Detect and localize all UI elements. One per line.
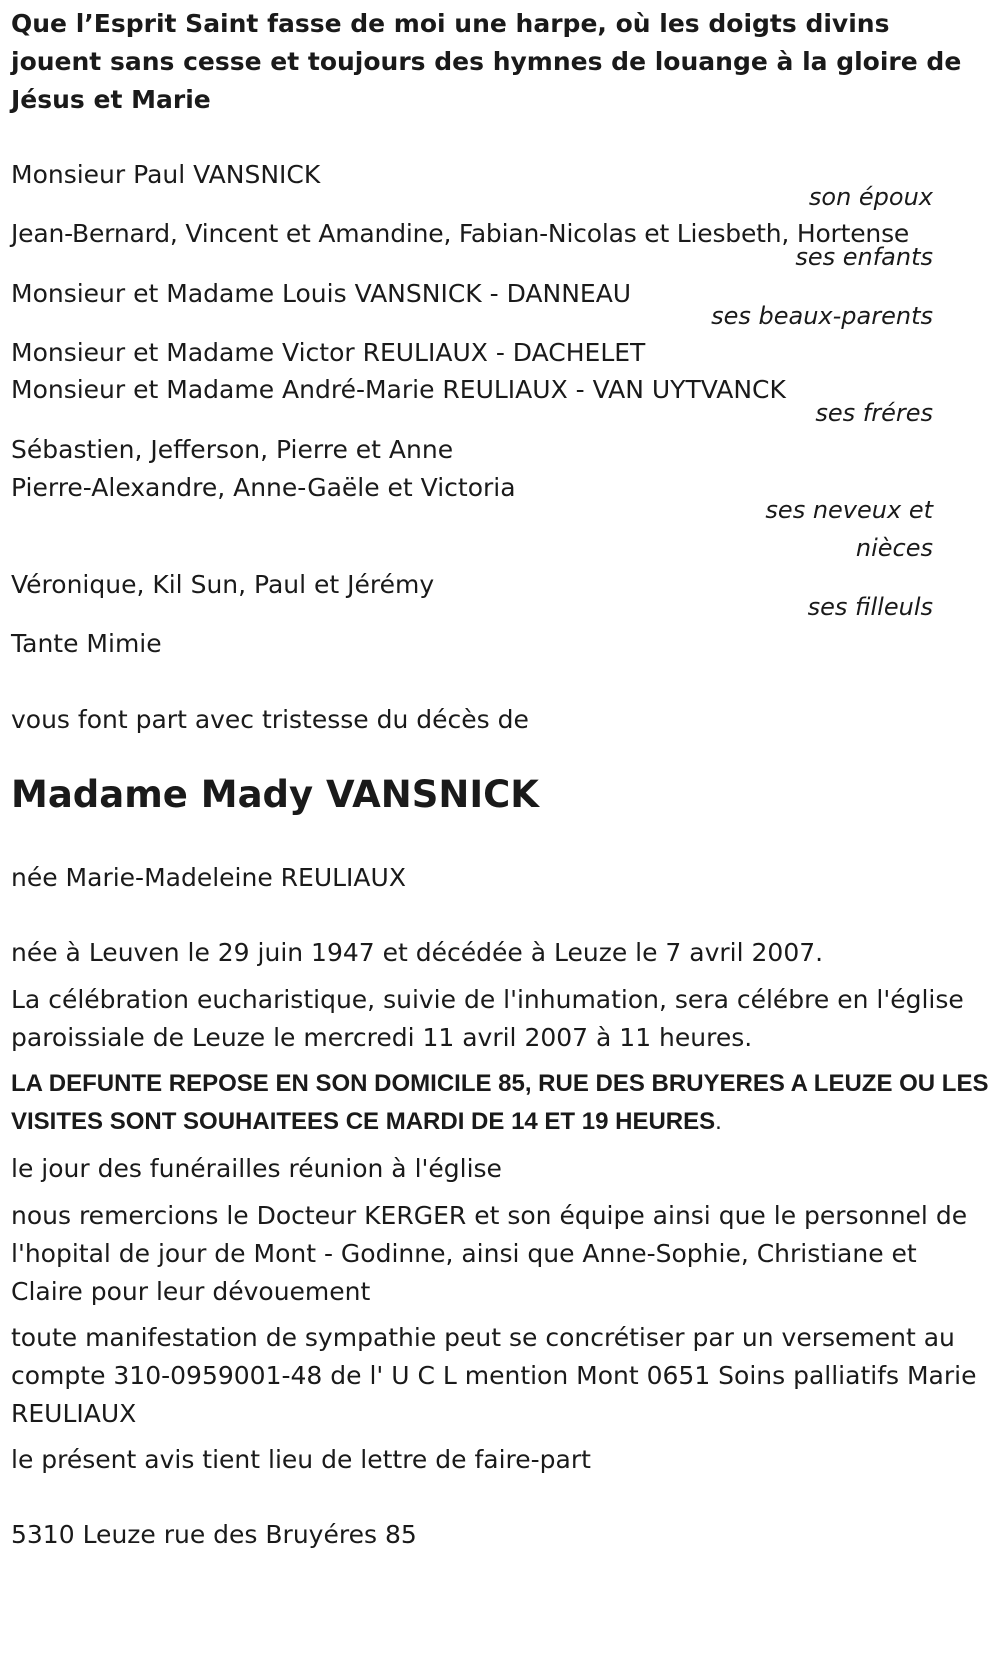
nephews-role-line-1: ses neveux et bbox=[765, 496, 933, 524]
opening-quote: Que l’Esprit Saint fasse de moi une harpe, où les doigts divins jouent sans cesse et toujours des hymnes de louange à la gloire de Jésus et Marie bbox=[11, 9, 962, 114]
birth-death-dates: née à Leuven le 29 juin 1947 et décédée à Leuze le 7 avril 2007. bbox=[11, 938, 824, 967]
visit-notice-text: LA DEFUNTE REPOSE EN SON DOMICILE 85, RUE DES BRUYERES A LEUZE OU LES VISITES SONT SOUHAITEES CE MARDI DE 14 ET 19 HEURES bbox=[11, 1070, 989, 1135]
nephews-line-1: Sébastien, Jefferson, Pierre et Anne bbox=[11, 435, 454, 464]
nephews-line-2: Pierre-Alexandre, Anne-Gaële et Victoria bbox=[11, 473, 516, 502]
notice-text: le présent avis tient lieu de lettre de faire-part bbox=[11, 1445, 591, 1474]
visit-notice-period: . bbox=[715, 1108, 722, 1135]
parents-in-law-role: ses beaux-parents bbox=[711, 302, 933, 330]
announcement-text: vous font part avec tristesse du décès de bbox=[11, 705, 529, 734]
parents-in-law-names: Monsieur et Madame Louis VANSNICK - DANNEAU bbox=[11, 279, 632, 308]
address-text: 5310 Leuze rue des Bruyéres 85 bbox=[11, 1520, 417, 1549]
spouse-role: son époux bbox=[808, 183, 933, 211]
godchildren-names: Véronique, Kil Sun, Paul et Jérémy bbox=[11, 570, 435, 599]
thanks-text: nous remercions le Docteur KERGER et son équipe ainsi que le personnel de l'hopital de jour de Mont - Godinne, ainsi que Anne-Sophie, Christiane et Claire pour leur dévouement bbox=[11, 1201, 968, 1306]
children-names: Jean-Bernard, Vincent et Amandine, Fabian-Nicolas et Liesbeth, Hortense bbox=[11, 219, 910, 248]
visit-notice bbox=[11, 1065, 996, 1141]
deceased-name: Madame Mady VANSNICK bbox=[11, 773, 539, 816]
spouse-name: Monsieur Paul VANSNICK bbox=[11, 160, 321, 189]
aunt-name: Tante Mimie bbox=[11, 629, 162, 658]
brother-1-names: Monsieur et Madame Victor REULIAUX - DACHELET bbox=[11, 338, 646, 367]
sympathy-text: toute manifestation de sympathie peut se concrétiser par un versement au compte 310-0959001-48 de l' U C L mention Mont 0651 Soins palliatifs Marie REULIAUX bbox=[11, 1323, 977, 1428]
brothers-role: ses fréres bbox=[815, 399, 933, 427]
godchildren-role: ses filleuls bbox=[807, 593, 933, 621]
ceremony-text: La célébration eucharistique, suivie de l'inhumation, sera célébre en l'église paroissiale de Leuze le mercredi 11 avril 2007 à 11 heures. bbox=[11, 985, 964, 1052]
brother-2-names: Monsieur et Madame André-Marie REULIAUX - VAN UYTVANCK bbox=[11, 375, 786, 404]
children-role: ses enfants bbox=[795, 243, 933, 271]
meeting-text: le jour des funérailles réunion à l'église bbox=[11, 1154, 502, 1183]
birth-name: née Marie-Madeleine REULIAUX bbox=[11, 863, 406, 892]
nephews-role-line-2: nièces bbox=[855, 534, 933, 562]
